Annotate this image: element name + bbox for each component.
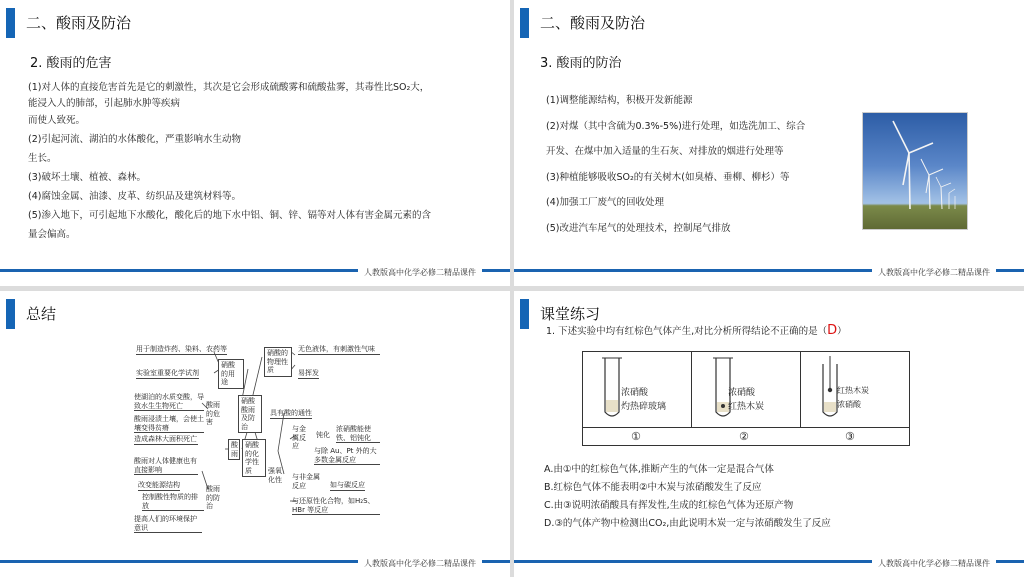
concept-map [130, 339, 380, 532]
tree-node-center: 硝酸酸雨及防治 [238, 395, 262, 433]
question-end: ） [837, 326, 847, 337]
body-line: (5)改进汽车尾气的处理技术，控制尾气排放 [546, 222, 731, 234]
tube-label: 浓硝酸 [837, 400, 861, 409]
body-line: 量会偏高。 [28, 229, 76, 240]
title-accent-bar [520, 8, 529, 38]
slide-title: 课堂练习 [540, 305, 601, 323]
experiment-cell-3 [801, 352, 911, 427]
body-line: (4)加强工厂废气的回收处理 [546, 197, 664, 208]
experiment-number: ② [739, 430, 749, 443]
slide-acid-rain-prevention[interactable] [514, 0, 1024, 286]
tree-node: 如与碳反应 [330, 481, 365, 489]
tree-node: 控制酸性物质的排放 [142, 493, 204, 511]
tree-node: 造成森林大面积死亡 [134, 435, 197, 443]
footer-text: 人教版高中化学必修二精品课件 [358, 267, 482, 278]
option-c[interactable]: C.由③说明浓硝酸具有挥发性,生成的红棕色气体为还原产物 [544, 500, 794, 511]
body-text [546, 88, 805, 241]
tree-node: 浓硝酸能使铁、铝钝化 [336, 425, 380, 443]
tree-node: 具有酸的通性 [270, 409, 312, 417]
option-b[interactable]: B.红棕色气体不能表明②中木炭与浓硝酸发生了反应 [544, 482, 762, 493]
slide-title: 总结 [26, 305, 57, 323]
slide-title: 二、酸雨及防治 [540, 14, 646, 32]
tree-node: 实验室重要化学试剂 [136, 369, 199, 377]
body-line: (2)对煤（其中含硫为0.3%-5%)进行处理，如选洗加工、综合 [546, 120, 806, 132]
body-line: (3)破坏土壤、植被、森林。 [28, 172, 146, 183]
tube-labels [621, 386, 666, 414]
body-line: (4)腐蚀金属、油漆、皮革、纺织品及建筑材料等。 [28, 191, 241, 202]
tree-node-physical: 硝酸的物理性质 [264, 347, 292, 377]
tree-node: 使湖泊的水质变酸，导致水生生物死亡 [134, 393, 204, 410]
tree-node: 易挥发 [298, 369, 319, 377]
tube-label: 灼热碎玻璃 [621, 402, 667, 412]
answer-mark: D [827, 323, 838, 338]
experiment-cell-2 [692, 352, 801, 427]
slide-subtitle: 2. 酸雨的危害 [30, 56, 112, 71]
tube-label: 浓硝酸 [621, 388, 649, 398]
slide-subtitle: 3. 酸雨的防治 [540, 56, 622, 71]
tree-node-prevent: 酸雨的防治 [206, 485, 220, 510]
body-line: (1)调整能源结构，积极开发新能源 [546, 95, 693, 106]
wind-turbine-photo [862, 112, 968, 230]
tube-labels [728, 386, 764, 414]
body-line: (2)引起河流、湖泊的水体酸化，严重影响水生动物 [28, 134, 241, 145]
question-stem: 1. 下述实验中均有红棕色气体产生,对比分析所得结论不正确的是（ [546, 326, 828, 337]
slide-acid-rain-harm[interactable] [0, 0, 510, 286]
tree-node-harm: 酸雨的危害 [206, 401, 220, 426]
footer-text: 人教版高中化学必修二精品课件 [358, 558, 482, 569]
tree-node: 与非金属反应 [292, 473, 320, 490]
tree-node: 钝化 [316, 431, 330, 439]
tree-node: 酸雨对人体健康也有直接影响 [134, 457, 197, 474]
wind-turbine-icon [863, 113, 968, 230]
tube-label: 红热木炭 [837, 386, 869, 395]
tree-node: 无色液体，有刺激性气味 [298, 345, 380, 355]
experiment-cell-1 [583, 352, 692, 427]
option-a[interactable]: A.由①中的红棕色气体,推断产生的气体一定是混合气体 [544, 464, 774, 475]
slide-exercise[interactable] [514, 291, 1024, 577]
body-line: (5)渗入地下，可引起地下水酸化，酸化后的地下水中铝、铜、锌、镉等对人体有害金属元素的含 [28, 210, 431, 221]
tube-label: 红热木炭 [728, 402, 765, 412]
footer-text: 人教版高中化学必修二精品课件 [872, 267, 996, 278]
title-accent-bar [520, 299, 529, 329]
experiment-number: ① [631, 430, 641, 443]
body-line: 开发、在煤中加入适量的生石灰、对排放的烟进行处理等 [546, 146, 784, 157]
tree-node: 与金属反应 [292, 425, 306, 450]
experiment-number: ③ [845, 430, 855, 443]
tree-node: 用于制造炸药、染料、农药等 [136, 345, 227, 353]
slide-title: 二、酸雨及防治 [26, 14, 132, 32]
tube-labels [837, 384, 869, 412]
footer-text: 人教版高中化学必修二精品课件 [872, 558, 996, 569]
tree-node-uses: 硝酸的用途 [218, 359, 244, 389]
title-accent-bar [6, 8, 15, 38]
tree-node: 强氧化性 [268, 467, 282, 484]
body-line: (3)种植能够吸收SO₂的有关树木(如臭椿、垂柳、柳杉）等 [546, 171, 790, 183]
tree-node: 与除 Au、Pt 外的大多数金属反应 [314, 447, 380, 465]
body-line: (1)对人体的直接危害首先是它的刺激性，其次是它会形成硫酸雾和硫酸盐雾，其毒性比SO₂大， [28, 82, 430, 93]
body-line: 能浸入人的肺部，引起肺水肿等疾病 [28, 98, 181, 109]
body-line: 生长。 [28, 153, 57, 164]
answer-options [544, 461, 831, 533]
tree-node-chemical: 硝酸的化学性质 [242, 439, 266, 477]
title-accent-bar [6, 299, 15, 329]
option-d[interactable]: D.③的气体产物中检测出CO₂,由此说明木炭一定与浓硝酸发生了反应 [544, 518, 831, 529]
tree-node: 改变能源结构 [138, 481, 180, 489]
slide-summary[interactable] [0, 291, 510, 577]
experiment-table [582, 351, 910, 446]
body-text [28, 78, 431, 244]
tree-node-root: 酸雨 [228, 439, 240, 460]
tree-node: 与还原性化合物，如H₂S、HBr 等反应 [292, 497, 380, 515]
tube-label: 浓硝酸 [728, 388, 756, 398]
question-text [546, 323, 847, 338]
tree-node: 提高人们的环境保护意识 [134, 515, 202, 533]
body-line: 而使人致死。 [28, 115, 86, 126]
tree-node: 酸雨浸渍土壤，会使土壤变得贫瘠 [134, 415, 204, 432]
